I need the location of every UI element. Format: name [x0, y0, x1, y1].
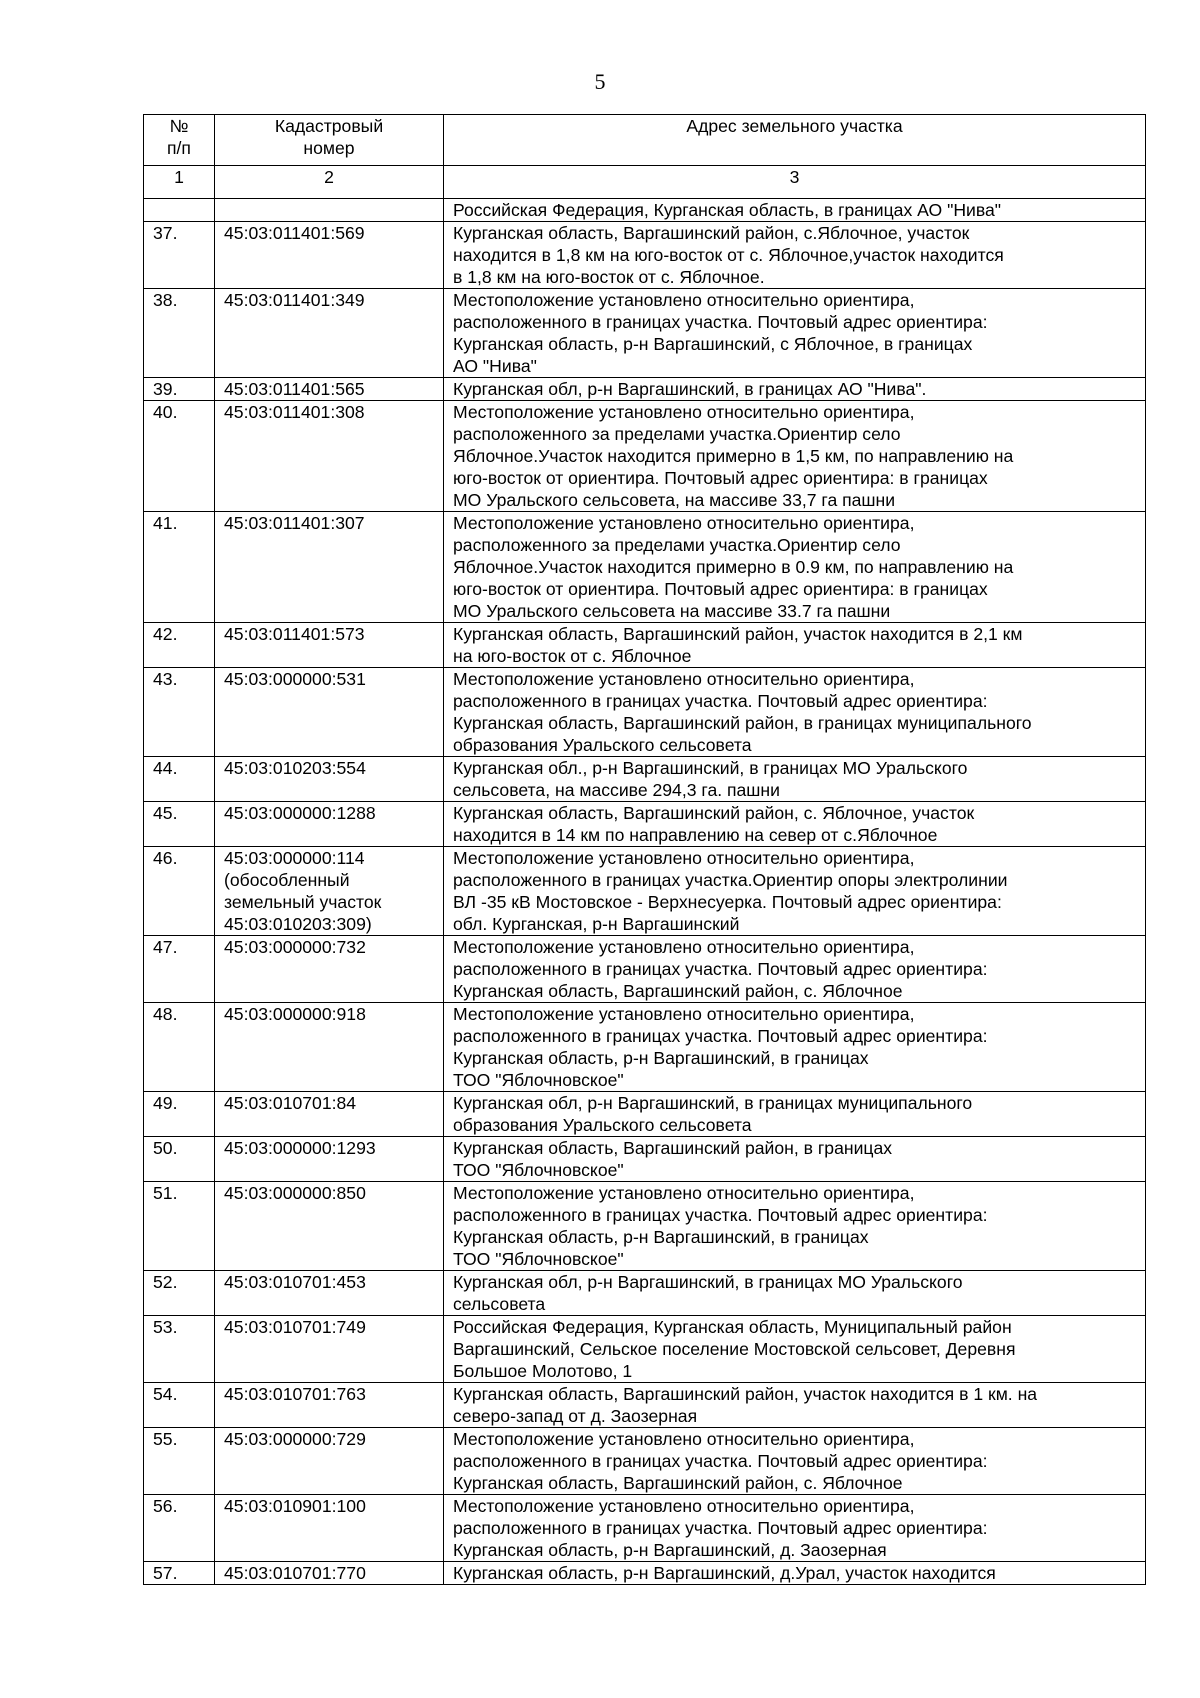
- plot-address: Курганская обл, р-н Варгашинский, в границах АО "Нива".: [444, 378, 1146, 401]
- plot-address: Местоположение установлено относительно ориентира, расположенного в границах участка. Почтовый адрес ориентира: Курганская область, р-н Варгашинский, в границах ТОО "Яблочновское": [444, 1003, 1146, 1092]
- row-number: 46.: [144, 847, 215, 936]
- plot-address: Курганская обл, р-н Варгашинский, в границах муниципального образования Уральского сельсовета: [444, 1092, 1146, 1137]
- cadastral-number: 45:03:011401:349: [215, 289, 444, 378]
- plot-address: Курганская область, Варгашинский район, с. Яблочное, участок находится в 14 км по направлению на север от с.Яблочное: [444, 802, 1146, 847]
- plot-address: Курганская обл., р-н Варгашинский, в границах МО Уральского сельсовета, на массиве 294,3 га. пашни: [444, 757, 1146, 802]
- table-row: [144, 1092, 1146, 1137]
- column-index: 1: [144, 166, 215, 199]
- cadastral-number: 45:03:000000:732: [215, 936, 444, 1003]
- table-row: [144, 1271, 1146, 1316]
- cadastral-number: 45:03:010701:84: [215, 1092, 444, 1137]
- cadastral-number: 45:03:000000:918: [215, 1003, 444, 1092]
- header-cadastral: Кадастровый номер: [215, 115, 444, 166]
- plot-address: Местоположение установлено относительно ориентира, расположенного в границах участка. Почтовый адрес ориентира: Курганская область, Варгашинский район, с. Яблочное: [444, 936, 1146, 1003]
- plot-address: Местоположение установлено относительно ориентира, расположенного в границах участка. Почтовый адрес ориентира: Курганская область, Варгашинский район, с. Яблочное: [444, 1428, 1146, 1495]
- plot-address: Курганская область, р-н Варгашинский, д.Урал, участок находится: [444, 1562, 1146, 1585]
- cadastral-number: 45:03:000000:1288: [215, 802, 444, 847]
- row-number: 45.: [144, 802, 215, 847]
- row-number: 41.: [144, 512, 215, 623]
- row-number: 50.: [144, 1137, 215, 1182]
- row-number: 54.: [144, 1383, 215, 1428]
- row-number: 38.: [144, 289, 215, 378]
- row-number: [144, 199, 215, 222]
- table-row: [144, 936, 1146, 1003]
- cadastral-number: 45:03:011401:307: [215, 512, 444, 623]
- row-number: 57.: [144, 1562, 215, 1585]
- table-row: [144, 847, 1146, 936]
- header-num: № п/п: [144, 115, 215, 166]
- cadastral-number: 45:03:011401:565: [215, 378, 444, 401]
- table-row: [144, 401, 1146, 512]
- cadastral-number: 45:03:000000:1293: [215, 1137, 444, 1182]
- plot-address: Курганская обл, р-н Варгашинский, в границах МО Уральского сельсовета: [444, 1271, 1146, 1316]
- row-number: 47.: [144, 936, 215, 1003]
- cadastral-number: 45:03:010701:770: [215, 1562, 444, 1585]
- table-row: [144, 757, 1146, 802]
- row-number: 43.: [144, 668, 215, 757]
- cadastral-number: 45:03:000000:729: [215, 1428, 444, 1495]
- row-number: 56.: [144, 1495, 215, 1562]
- plot-address: Российская Федерация, Курганская область, Муниципальный район Варгашинский, Сельское поселение Мостовской сельсовет, Деревня Большое Молотово, 1: [444, 1316, 1146, 1383]
- row-number: 39.: [144, 378, 215, 401]
- table-row: [144, 289, 1146, 378]
- table-row: [144, 1137, 1146, 1182]
- table-row: [144, 378, 1146, 401]
- cadastral-number: 45:03:000000:114 (обособленный земельный участок 45:03:010203:309): [215, 847, 444, 936]
- row-number: 52.: [144, 1271, 215, 1316]
- cadastral-number: [215, 199, 444, 222]
- row-number: 53.: [144, 1316, 215, 1383]
- column-index: 3: [444, 166, 1146, 199]
- land-plots-table: [143, 114, 1146, 1585]
- table-row: [144, 1182, 1146, 1271]
- plot-address: Местоположение установлено относительно ориентира, расположенного в границах участка. Почтовый адрес ориентира: Курганская область, р-н Варгашинский, д. Заозерная: [444, 1495, 1146, 1562]
- cadastral-number: 45:03:000000:850: [215, 1182, 444, 1271]
- plot-address: Местоположение установлено относительно ориентира, расположенного в границах участка. Почтовый адрес ориентира: Курганская область, р-н Варгашинский, в границах ТОО "Яблочновское": [444, 1182, 1146, 1271]
- table-row: [144, 1495, 1146, 1562]
- row-number: 42.: [144, 623, 215, 668]
- plot-address: Местоположение установлено относительно ориентира, расположенного за пределами участка.Ориентир село Яблочное.Участок находится примерно в 1,5 км, по направлению на юго-восток от ориентира. Почтовый адрес ориентира: в границах МО Уральского сельсовета, на массиве 33,7 га пашни: [444, 401, 1146, 512]
- row-number: 48.: [144, 1003, 215, 1092]
- cadastral-number: 45:03:010701:749: [215, 1316, 444, 1383]
- table-row: [144, 1003, 1146, 1092]
- plot-address: Курганская область, Варгашинский район, в границах ТОО "Яблочновское": [444, 1137, 1146, 1182]
- table-row: [144, 802, 1146, 847]
- row-number: 55.: [144, 1428, 215, 1495]
- row-number: 51.: [144, 1182, 215, 1271]
- cadastral-number: 45:03:010701:763: [215, 1383, 444, 1428]
- table-header-row: [144, 115, 1146, 166]
- table-row: [144, 199, 1146, 222]
- row-number: 37.: [144, 222, 215, 289]
- cadastral-number: 45:03:010701:453: [215, 1271, 444, 1316]
- table-row: [144, 668, 1146, 757]
- column-index: 2: [215, 166, 444, 199]
- row-number: 44.: [144, 757, 215, 802]
- table-row: [144, 1428, 1146, 1495]
- table-row: [144, 222, 1146, 289]
- cadastral-number: 45:03:000000:531: [215, 668, 444, 757]
- table-row: [144, 1316, 1146, 1383]
- row-number: 40.: [144, 401, 215, 512]
- plot-address: Местоположение установлено относительно ориентира, расположенного в границах участка. Почтовый адрес ориентира: Курганская область, р-н Варгашинский, с Яблочное, в границах АО "Нива": [444, 289, 1146, 378]
- plot-address: Курганская область, Варгашинский район, с.Яблочное, участок находится в 1,8 км на юго-восток от с. Яблочное,участок находится в 1,8 км на юго-восток от с. Яблочное.: [444, 222, 1146, 289]
- page-number: 5: [594, 69, 606, 94]
- cadastral-number: 45:03:011401:308: [215, 401, 444, 512]
- plot-address: Курганская область, Варгашинский район, участок находится в 2,1 км на юго-восток от с. Яблочное: [444, 623, 1146, 668]
- plot-address: Российская Федерация, Курганская область, в границах АО "Нива": [444, 199, 1146, 222]
- cadastral-number: 45:03:011401:569: [215, 222, 444, 289]
- table-row: [144, 623, 1146, 668]
- table-body: [144, 199, 1146, 1585]
- plot-address: Местоположение установлено относительно ориентира, расположенного в границах участка.Ориентир опоры электролинии ВЛ -35 кВ Мостовское - Верхнесуерка. Почтовый адрес ориентира: обл. Курганская, р-н Варгашинский: [444, 847, 1146, 936]
- cadastral-number: 45:03:011401:573: [215, 623, 444, 668]
- plot-address: Местоположение установлено относительно ориентира, расположенного в границах участка. Почтовый адрес ориентира: Курганская область, Варгашинский район, в границах муниципального образования Уральского сельсовета: [444, 668, 1146, 757]
- column-index-row: [144, 166, 1146, 199]
- cadastral-number: 45:03:010901:100: [215, 1495, 444, 1562]
- table-row: [144, 1562, 1146, 1585]
- plot-address: Курганская область, Варгашинский район, участок находится в 1 км. на северо-запад от д. Заозерная: [444, 1383, 1146, 1428]
- plot-address: Местоположение установлено относительно ориентира, расположенного за пределами участка.Ориентир село Яблочное.Участок находится примерно в 0.9 км, по направлению на юго-восток от ориентира. Почтовый адрес ориентира: в границах МО Уральского сельсовета на массиве 33.7 га пашни: [444, 512, 1146, 623]
- table-row: [144, 1383, 1146, 1428]
- table-row: [144, 512, 1146, 623]
- row-number: 49.: [144, 1092, 215, 1137]
- header-address: Адрес земельного участка: [444, 115, 1146, 166]
- cadastral-number: 45:03:010203:554: [215, 757, 444, 802]
